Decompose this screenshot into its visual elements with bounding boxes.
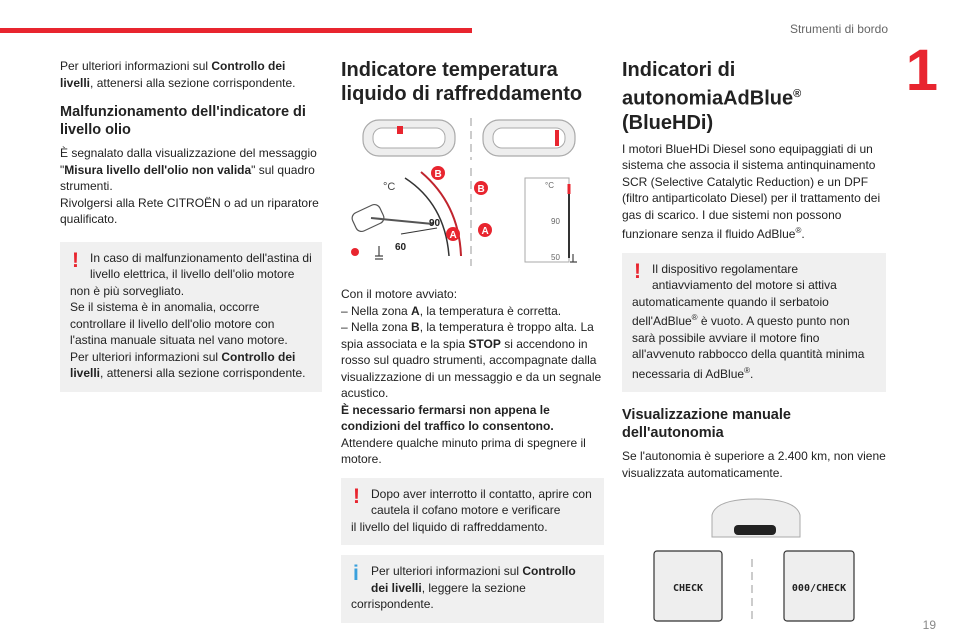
column-left <box>60 58 322 392</box>
info-icon: i <box>353 562 359 585</box>
page-number: 19 <box>922 618 936 632</box>
coolant-gauge-figure <box>341 116 604 276</box>
adblue-warning-text-1: Il dispositivo regolamentare antiavviamento del motore si attiva <box>652 261 837 293</box>
info-text-1: Per ulteriori informazioni sul Controllo dei livelli, leggere la sezione <box>371 564 576 595</box>
coolant-warning-text-1: Dopo aver interrotto il contatto, aprire con cautela il cofano motore e verificare <box>371 486 592 517</box>
warning-text-4: Per ulteriori informazioni sul Controllo dei livelli, attenersi alla sezione corrispondente. <box>70 349 306 380</box>
wait-advice: Attendere qualche minuto prima di spegnere il motore. <box>341 435 586 466</box>
chapter-number: 1 <box>905 38 938 103</box>
warning-icon: ! <box>353 484 360 508</box>
adblue-display-illustration <box>622 495 886 635</box>
unit-label-right: °C <box>545 181 554 190</box>
value-60-left: 60 <box>395 242 407 253</box>
column-right <box>622 58 886 635</box>
adblue-range-figure <box>622 495 886 635</box>
warning-text-1: In caso di malfunzionamento dell'astina di livello elettrica, il livello dell'olio motore <box>90 250 312 281</box>
warning-icon: ! <box>72 248 79 272</box>
stalk-button <box>734 525 776 535</box>
dealer-paragraph: Rivolgersi alla Rete CITROËN o ad un riparatore qualificato. <box>60 195 319 226</box>
svg-text:A: A <box>449 230 457 241</box>
svg-text:B: B <box>477 184 485 195</box>
manual-range-paragraph: Se l'autonomia è superiore a 2.400 km, non viene visualizzata automaticamente. <box>622 449 886 480</box>
info-box <box>341 555 604 623</box>
svg-text:A: A <box>481 226 489 237</box>
zone-b-item: – Nella zona B, la temperatura è troppo alta. La spia associata e la spia STOP si accendono in rosso sul quadro strumenti, accompagnate dalla visualizzazione di un messaggio e da un segnale acustico. <box>341 320 602 400</box>
value-90-right: 90 <box>551 217 560 226</box>
stop-advice: È necessario fermarsi non appena le condizioni del traffico lo consentono. <box>341 402 554 433</box>
svg-text:B: B <box>434 169 442 180</box>
coolant-warning-box <box>341 478 604 546</box>
info-text-2: corrispondente. <box>351 597 434 611</box>
engine-on-lead: Con il motore avviato: <box>341 287 458 301</box>
section-title: Strumenti di bordo <box>789 22 888 36</box>
adblue-intro: I motori BlueHDi Diesel sono equipaggiati di un sistema che associa il sistema antinquinamento SCR (Selective Catalytic Reduction) e un DPF (filtro antiparticolato Diesel) per il trattamento dei gas di scarico. I due sistemi non possono funzionare senza il fluido AdBlue®. <box>622 141 881 242</box>
warning-lamp-left <box>351 248 359 256</box>
adblue-warning-box <box>622 253 886 393</box>
zone-a-item: – Nella zona A, la temperatura è corretta. <box>341 303 562 318</box>
coolant-gauge-illustration <box>341 116 604 276</box>
unit-label-left: °C <box>383 181 396 193</box>
warning-box <box>60 242 322 392</box>
adblue-warning-text-2: automaticamente quando il serbatoio dell'AdBlue® è vuoto. A questo punto non sarà possibile avviare il motore fino all'avvenuto rabbocco della quantità minima necessaria di AdBlue®. <box>632 294 865 381</box>
value-90-left: 90 <box>429 218 441 229</box>
coolant-warning-text-2: il livello del liquido di raffreddamento. <box>351 519 548 534</box>
oil-message-paragraph: È segnalato dalla visualizzazione del messaggio "Misura livello dell'olio non valida" sul quadro strumenti. <box>60 146 317 193</box>
value-50-right: 50 <box>551 253 560 262</box>
intro-paragraph: Per ulteriori informazioni sul Controllo dei livelli, attenersi alla sezione corrispondente. <box>60 59 296 90</box>
coolant-title: Indicatore temperatura liquido di raffreddamento <box>341 59 583 105</box>
warning-icon: ! <box>634 259 641 283</box>
adblue-title: Indicatori di autonomiaAdBlue® (BlueHDi) <box>622 59 802 134</box>
screen-left-text: CHECK <box>672 583 704 595</box>
column-middle <box>341 58 604 623</box>
screen-right-text: 000/CHECK <box>791 583 847 595</box>
header-red-bar <box>0 28 472 33</box>
oil-indicator-heading: Malfunzionamento dell'indicatore di livello olio <box>60 104 306 138</box>
warning-text-2: non è più sorvegliato. <box>70 283 185 298</box>
warning-text-3: Se il sistema è in anomalia, occorre controllare il livello dell'olio motore con l'astina manuale situata nel vano motore. <box>70 300 288 347</box>
manual-range-heading: Visualizzazione manuale dell'autonomia <box>622 407 791 442</box>
